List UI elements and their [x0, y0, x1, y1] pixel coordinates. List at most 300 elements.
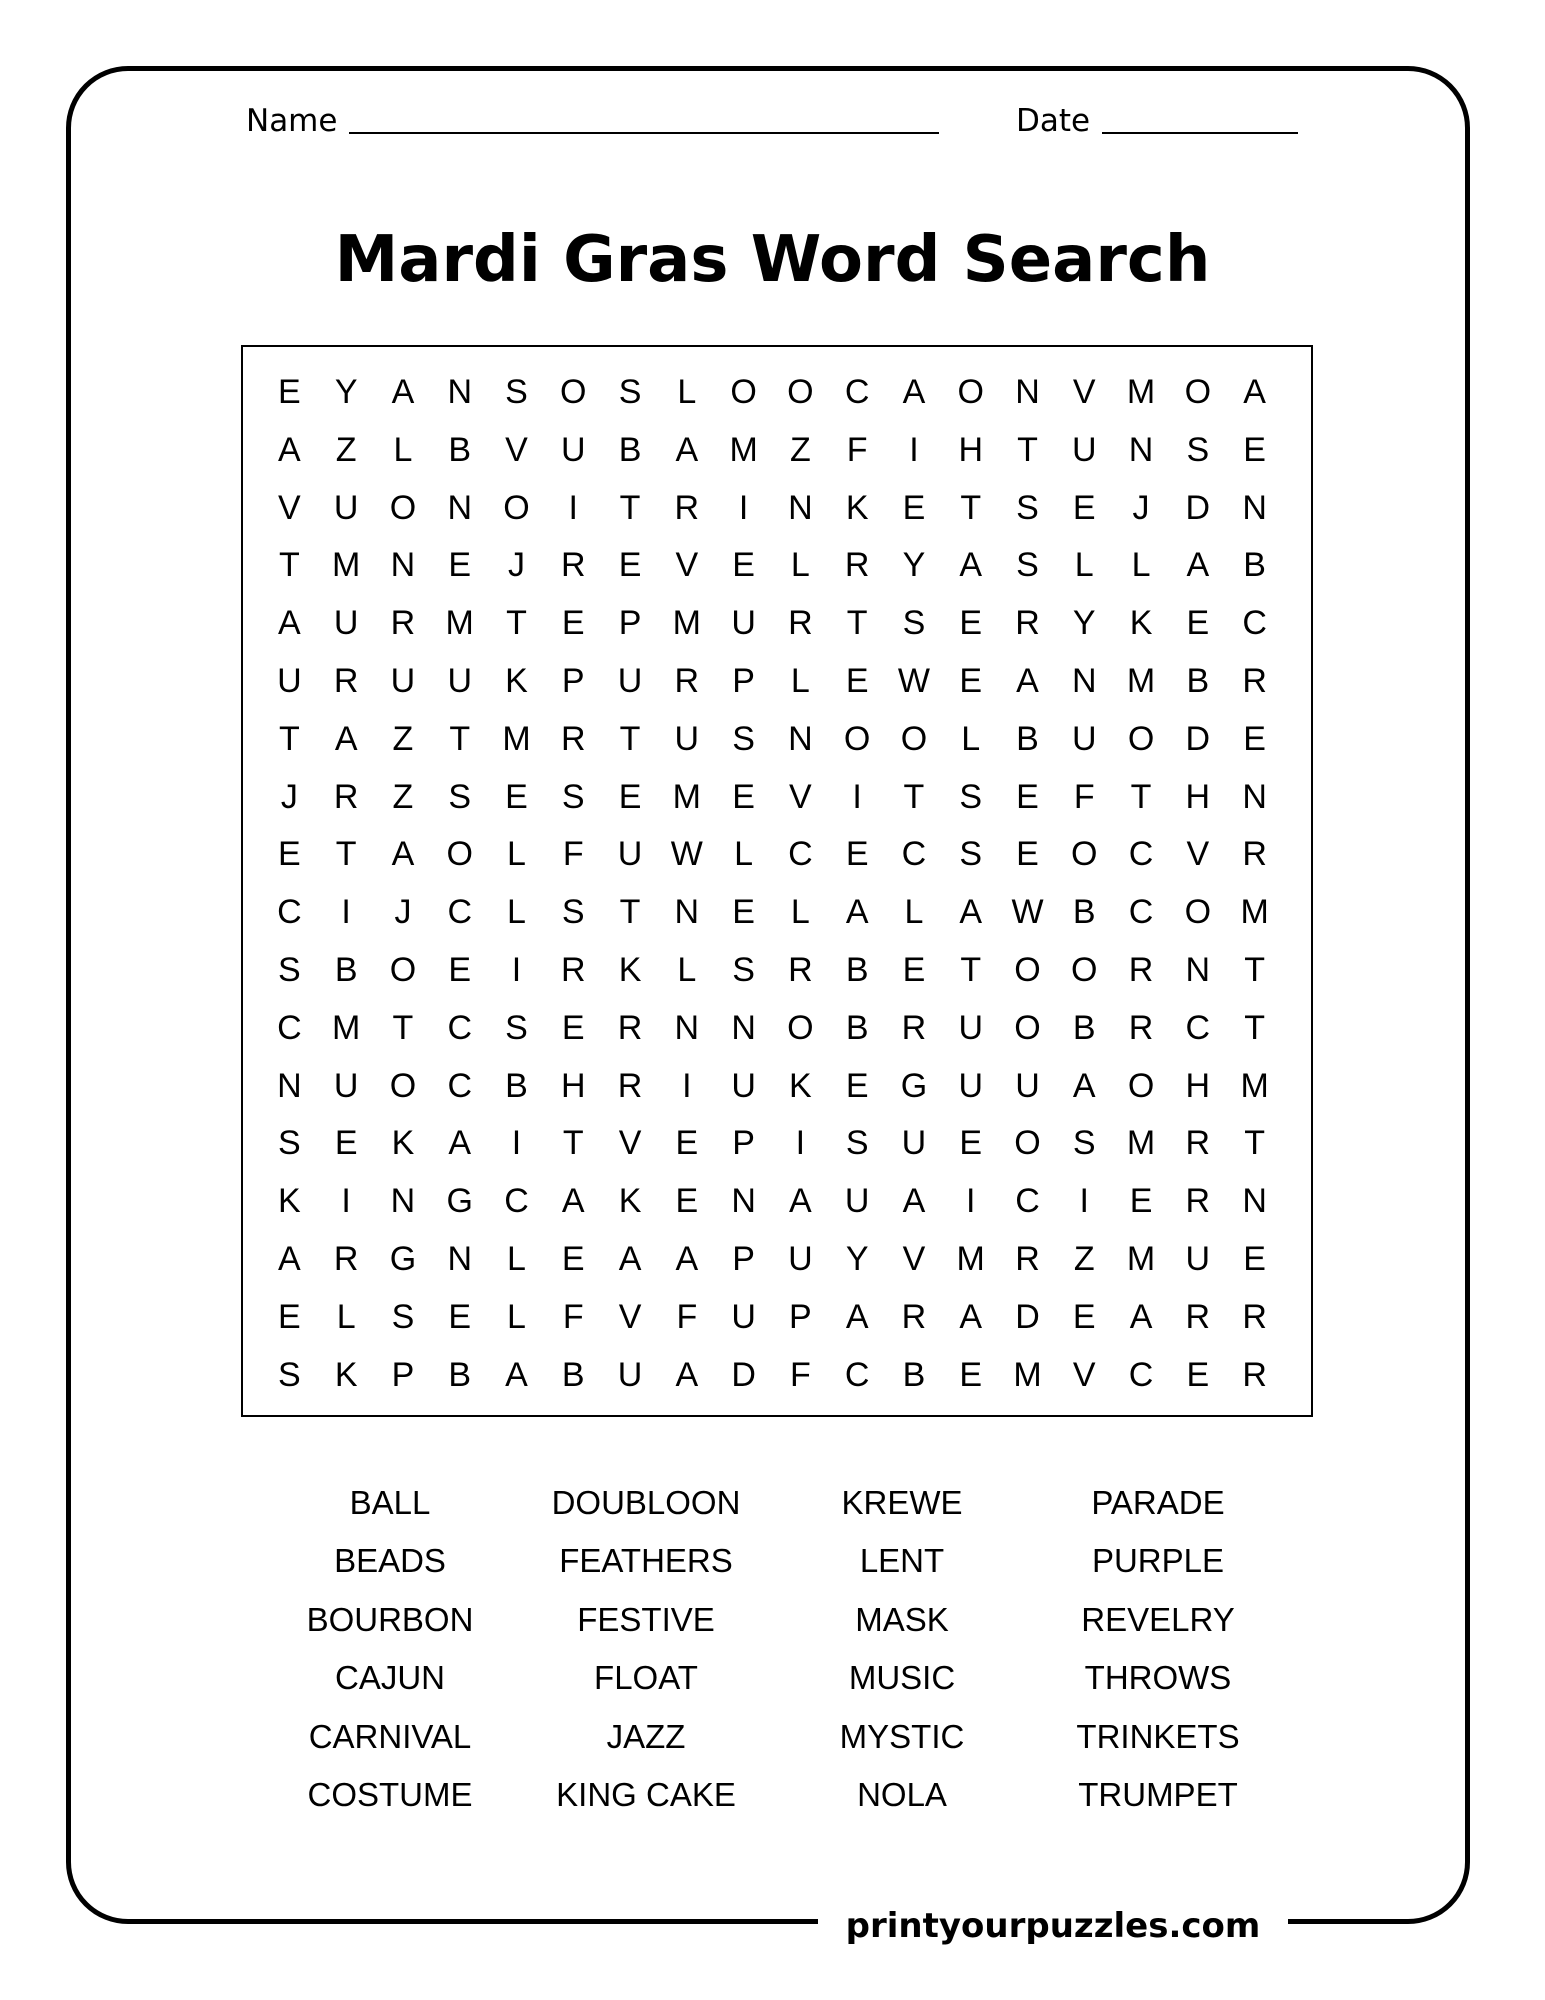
grid-letter[interactable]: R — [1185, 1182, 1211, 1221]
grid-letter[interactable]: K — [618, 950, 642, 989]
grid-letter[interactable]: O — [389, 488, 417, 527]
grid-letter[interactable]: U — [1015, 1066, 1040, 1105]
grid-letter[interactable]: U — [617, 835, 643, 874]
grid-letter[interactable]: K — [334, 1355, 358, 1394]
grid-letter[interactable]: P — [732, 1239, 755, 1278]
grid-letter[interactable]: L — [507, 893, 526, 932]
grid-letter[interactable]: S — [618, 373, 642, 411]
grid-letter[interactable]: E — [959, 604, 983, 643]
grid-letter[interactable]: J — [394, 893, 412, 932]
grid-letter[interactable]: K — [391, 1124, 415, 1163]
grid-letter[interactable]: S — [902, 604, 926, 643]
grid-letter[interactable]: N — [1242, 777, 1267, 816]
grid-letter[interactable]: L — [336, 1297, 356, 1336]
grid-letter[interactable]: J — [1132, 488, 1150, 527]
grid-letter[interactable]: N — [731, 1008, 756, 1047]
grid-letter[interactable]: A — [845, 1297, 869, 1336]
grid-letter[interactable]: Z — [392, 777, 414, 816]
grid-letter[interactable]: M — [1240, 893, 1269, 932]
grid-letter[interactable]: N — [1128, 430, 1154, 469]
grid-letter[interactable]: S — [845, 1124, 869, 1163]
grid-letter[interactable]: Z — [1073, 1239, 1095, 1278]
grid-letter[interactable]: I — [341, 1182, 351, 1221]
grid-letter[interactable]: W — [897, 661, 930, 700]
grid-letter[interactable]: R — [674, 488, 700, 527]
grid-letter[interactable]: C — [1128, 893, 1154, 932]
grid-letter[interactable]: C — [1242, 604, 1267, 643]
grid-letter[interactable]: U — [1071, 430, 1097, 469]
grid-letter[interactable]: N — [788, 488, 813, 527]
grid-letter[interactable]: A — [278, 604, 301, 643]
grid-letter[interactable]: H — [1185, 777, 1211, 816]
grid-letter[interactable]: L — [1074, 546, 1094, 585]
grid-letter[interactable]: F — [676, 1297, 698, 1336]
grid-letter[interactable]: U — [560, 430, 586, 469]
grid-letter[interactable]: U — [844, 1182, 870, 1221]
grid-letter[interactable]: R — [788, 950, 813, 989]
grid-letter[interactable]: A — [391, 373, 415, 411]
grid-letter[interactable]: E — [1016, 777, 1039, 816]
grid-letter[interactable]: T — [960, 950, 982, 989]
grid-letter[interactable]: C — [1015, 1182, 1040, 1221]
grid-letter[interactable]: V — [278, 488, 301, 527]
grid-letter[interactable]: Y — [1072, 604, 1096, 643]
grid-letter[interactable]: J — [280, 777, 298, 816]
grid-letter[interactable]: O — [1127, 1066, 1155, 1105]
grid-letter[interactable]: A — [675, 430, 699, 469]
grid-letter[interactable]: R — [1015, 1239, 1040, 1278]
grid-letter[interactable]: E — [1243, 430, 1266, 469]
grid-letter[interactable]: A — [278, 430, 301, 469]
grid-letter[interactable]: G — [389, 1239, 417, 1278]
grid-letter[interactable]: B — [1072, 1008, 1096, 1047]
grid-letter[interactable]: N — [1242, 488, 1267, 527]
grid-letter[interactable]: F — [789, 1355, 811, 1394]
grid-letter[interactable]: U — [731, 1066, 756, 1105]
grid-letter[interactable]: C — [447, 1066, 472, 1105]
grid-letter[interactable]: S — [505, 373, 528, 411]
grid-letter[interactable]: W — [670, 835, 703, 874]
grid-letter[interactable]: C — [788, 835, 813, 874]
grid-letter[interactable]: M — [729, 430, 758, 469]
grid-letter[interactable]: I — [511, 1124, 522, 1163]
grid-letter[interactable]: A — [1129, 1297, 1153, 1336]
grid-letter[interactable]: B — [845, 1008, 869, 1047]
grid-letter[interactable]: K — [845, 488, 869, 527]
grid-letter[interactable]: P — [391, 1355, 415, 1394]
grid-letter[interactable]: T — [619, 893, 641, 932]
grid-letter[interactable]: D — [1015, 1297, 1040, 1336]
grid-letter[interactable]: K — [505, 661, 528, 700]
grid-letter[interactable]: M — [1126, 373, 1156, 411]
grid-letter[interactable]: E — [1072, 1297, 1096, 1336]
grid-letter[interactable]: I — [511, 950, 522, 989]
grid-letter[interactable]: I — [568, 488, 578, 527]
grid-letter[interactable]: D — [1185, 488, 1211, 527]
grid-letter[interactable]: R — [560, 950, 586, 989]
grid-letter[interactable]: B — [448, 1355, 472, 1394]
grid-letter[interactable]: U — [447, 661, 472, 700]
grid-letter[interactable]: H — [560, 1066, 586, 1105]
grid-letter[interactable]: I — [965, 1182, 976, 1221]
grid-letter[interactable]: R — [617, 1008, 643, 1047]
grid-letter[interactable]: A — [789, 1182, 812, 1221]
grid-letter[interactable]: I — [852, 777, 862, 816]
grid-letter[interactable]: S — [561, 893, 585, 932]
grid-letter[interactable]: S — [561, 777, 585, 816]
grid-letter[interactable]: A — [334, 719, 358, 758]
grid-letter[interactable]: V — [618, 1124, 642, 1163]
grid-letter[interactable]: F — [562, 1297, 584, 1336]
grid-letter[interactable]: E — [675, 1124, 699, 1163]
grid-letter[interactable]: L — [677, 373, 697, 411]
grid-letter[interactable]: C — [277, 1008, 302, 1047]
grid-letter[interactable]: I — [1079, 1182, 1089, 1221]
grid-letter[interactable]: V — [902, 1239, 926, 1278]
grid-letter[interactable]: Z — [392, 719, 414, 758]
grid-letter[interactable]: T — [1017, 430, 1038, 469]
grid-letter[interactable]: E — [618, 546, 642, 585]
grid-letter[interactable]: S — [959, 835, 983, 874]
grid-letter[interactable]: I — [341, 893, 351, 932]
grid-letter[interactable]: R — [1242, 1297, 1267, 1336]
grid-letter[interactable]: S — [1072, 1124, 1096, 1163]
grid-letter[interactable]: E — [902, 488, 926, 527]
grid-letter[interactable]: N — [674, 893, 700, 932]
grid-letter[interactable]: R — [844, 546, 870, 585]
grid-letter[interactable]: M — [956, 1239, 985, 1278]
grid-letter[interactable]: A — [278, 1239, 301, 1278]
grid-letter[interactable]: V — [1186, 835, 1210, 874]
grid-letter[interactable]: M — [672, 777, 701, 816]
grid-letter[interactable]: O — [957, 373, 984, 411]
grid-letter[interactable]: V — [789, 777, 812, 816]
grid-letter[interactable]: H — [1185, 1066, 1211, 1105]
grid-letter[interactable]: T — [903, 777, 925, 816]
grid-letter[interactable]: C — [504, 1182, 529, 1221]
grid-letter[interactable]: C — [1128, 835, 1154, 874]
grid-letter[interactable]: C — [277, 893, 302, 932]
grid-letter[interactable]: E — [505, 777, 528, 816]
grid-letter[interactable]: N — [1015, 373, 1040, 411]
grid-letter[interactable]: E — [959, 661, 983, 700]
grid-letter[interactable]: O — [389, 1066, 417, 1105]
grid-letter[interactable]: S — [278, 1124, 301, 1163]
grid-letter[interactable]: U — [333, 604, 359, 643]
grid-letter[interactable]: J — [507, 546, 525, 585]
grid-letter[interactable]: I — [909, 430, 919, 469]
grid-letter[interactable]: B — [1243, 546, 1266, 585]
grid-letter[interactable]: N — [1242, 1182, 1267, 1221]
grid-letter[interactable]: E — [1016, 835, 1039, 874]
grid-letter[interactable]: L — [904, 893, 924, 932]
grid-letter[interactable]: U — [617, 1355, 643, 1394]
grid-letter[interactable]: O — [1014, 1124, 1041, 1163]
grid-letter[interactable]: R — [333, 777, 359, 816]
grid-letter[interactable]: N — [277, 1066, 302, 1105]
grid-letter[interactable]: K — [618, 1182, 642, 1221]
grid-letter[interactable]: M — [331, 546, 361, 585]
grid-letter[interactable]: M — [672, 604, 701, 643]
grid-letter[interactable]: A — [505, 1355, 528, 1394]
grid-letter[interactable]: H — [958, 430, 983, 469]
grid-letter[interactable]: R — [1185, 1297, 1211, 1336]
grid-letter[interactable]: C — [844, 373, 870, 411]
grid-letter[interactable]: U — [617, 661, 643, 700]
grid-letter[interactable]: N — [447, 373, 472, 411]
grid-letter[interactable]: E — [675, 1182, 699, 1221]
grid-letter[interactable]: F — [562, 835, 584, 874]
grid-letter[interactable]: V — [675, 546, 699, 585]
grid-letter[interactable]: T — [1244, 950, 1265, 989]
grid-letter[interactable]: R — [1242, 661, 1267, 700]
grid-letter[interactable]: P — [789, 1297, 812, 1336]
grid-letter[interactable]: V — [505, 430, 528, 469]
grid-letter[interactable]: A — [618, 1239, 642, 1278]
grid-letter[interactable]: K — [1129, 604, 1153, 643]
grid-letter[interactable]: L — [677, 950, 697, 989]
grid-letter[interactable]: V — [618, 1297, 642, 1336]
grid-letter[interactable]: B — [561, 1355, 585, 1394]
grid-letter[interactable]: R — [788, 604, 813, 643]
grid-letter[interactable]: F — [1073, 777, 1095, 816]
grid-letter[interactable]: O — [1014, 950, 1041, 989]
grid-letter[interactable]: M — [502, 719, 531, 758]
grid-letter[interactable]: E — [334, 1124, 358, 1163]
grid-letter[interactable]: C — [1185, 1008, 1211, 1047]
grid-letter[interactable]: U — [333, 1066, 359, 1105]
grid-letter[interactable]: T — [562, 1124, 584, 1163]
grid-letter[interactable]: N — [390, 546, 416, 585]
grid-letter[interactable]: R — [333, 1239, 359, 1278]
grid-letter[interactable]: E — [1243, 1239, 1266, 1278]
grid-letter[interactable]: D — [731, 1355, 756, 1394]
grid-letter[interactable]: B — [1072, 893, 1096, 932]
grid-letter[interactable]: E — [732, 777, 755, 816]
grid-letter[interactable]: A — [959, 893, 983, 932]
grid-letter[interactable]: N — [1185, 950, 1211, 989]
grid-letter[interactable]: O — [1127, 719, 1155, 758]
grid-letter[interactable]: T — [449, 719, 471, 758]
grid-letter[interactable]: N — [447, 488, 472, 527]
grid-letter[interactable]: B — [618, 430, 642, 469]
grid-letter[interactable]: E — [561, 1239, 585, 1278]
grid-letter[interactable]: A — [1016, 661, 1039, 700]
grid-letter[interactable]: V — [1072, 373, 1096, 411]
grid-letter[interactable]: E — [561, 1008, 585, 1047]
grid-letter[interactable]: Y — [845, 1239, 869, 1278]
grid-letter[interactable]: E — [1072, 488, 1096, 527]
grid-letter[interactable]: U — [788, 1239, 813, 1278]
grid-letter[interactable]: T — [278, 719, 300, 758]
grid-letter[interactable]: C — [447, 1008, 472, 1047]
grid-letter[interactable]: B — [845, 950, 869, 989]
grid-letter[interactable]: E — [448, 1297, 472, 1336]
grid-letter[interactable]: T — [619, 719, 641, 758]
grid-letter[interactable]: T — [1130, 777, 1152, 816]
grid-letter[interactable]: T — [619, 488, 641, 527]
grid-letter[interactable]: E — [448, 950, 472, 989]
grid-letter[interactable]: M — [1013, 1355, 1042, 1394]
grid-letter[interactable]: M — [445, 604, 474, 643]
grid-letter[interactable]: V — [1072, 1355, 1096, 1394]
grid-letter[interactable]: O — [787, 1008, 814, 1047]
grid-letter[interactable]: U — [1071, 719, 1097, 758]
grid-letter[interactable]: T — [1244, 1124, 1265, 1163]
grid-letter[interactable]: F — [846, 430, 868, 469]
grid-letter[interactable]: E — [278, 1297, 301, 1336]
grid-letter[interactable]: O — [389, 950, 417, 989]
grid-letter[interactable]: O — [560, 373, 587, 411]
grid-letter[interactable]: R — [1242, 1355, 1267, 1394]
grid-letter[interactable]: S — [391, 1297, 415, 1336]
grid-letter[interactable]: T — [960, 488, 982, 527]
grid-letter[interactable]: R — [1242, 835, 1267, 874]
grid-letter[interactable]: L — [507, 1239, 526, 1278]
grid-letter[interactable]: L — [393, 430, 413, 469]
grid-letter[interactable]: S — [505, 1008, 528, 1047]
grid-letter[interactable]: W — [1011, 893, 1044, 932]
grid-letter[interactable]: M — [1126, 661, 1156, 700]
grid-letter[interactable]: R — [560, 546, 586, 585]
grid-letter[interactable]: R — [333, 661, 359, 700]
grid-letter[interactable]: O — [1014, 1008, 1041, 1047]
grid-letter[interactable]: B — [1016, 719, 1039, 758]
grid-letter[interactable]: C — [901, 835, 927, 874]
grid-letter[interactable]: O — [1071, 950, 1098, 989]
grid-letter[interactable]: S — [732, 950, 755, 989]
grid-letter[interactable]: R — [1015, 604, 1040, 643]
grid-letter[interactable]: E — [959, 1124, 983, 1163]
grid-letter[interactable]: M — [1126, 1124, 1156, 1163]
grid-letter[interactable]: O — [446, 835, 473, 874]
grid-letter[interactable]: A — [1186, 546, 1210, 585]
grid-letter[interactable]: B — [505, 1066, 528, 1105]
grid-letter[interactable]: E — [1186, 604, 1210, 643]
grid-letter[interactable]: C — [1128, 1355, 1154, 1394]
grid-letter[interactable]: E — [1243, 719, 1266, 758]
grid-letter[interactable]: I — [795, 1124, 806, 1163]
grid-letter[interactable]: L — [734, 835, 754, 874]
grid-letter[interactable]: L — [1131, 546, 1151, 585]
grid-letter[interactable]: R — [617, 1066, 643, 1105]
grid-letter[interactable]: U — [958, 1008, 983, 1047]
grid-letter[interactable]: A — [675, 1355, 699, 1394]
grid-letter[interactable]: A — [448, 1124, 472, 1163]
grid-letter[interactable]: O — [1184, 373, 1212, 411]
grid-letter[interactable]: S — [448, 777, 472, 816]
grid-letter[interactable]: N — [674, 1008, 700, 1047]
grid-letter[interactable]: O — [1184, 893, 1212, 932]
grid-letter[interactable]: U — [731, 1297, 756, 1336]
grid-letter[interactable]: S — [1186, 430, 1210, 469]
grid-letter[interactable]: U — [958, 1066, 983, 1105]
grid-letter[interactable]: E — [732, 893, 755, 932]
grid-letter[interactable]: N — [1071, 661, 1097, 700]
grid-letter[interactable]: N — [731, 1182, 756, 1221]
grid-letter[interactable]: A — [561, 1182, 585, 1221]
grid-letter[interactable]: E — [1186, 1355, 1210, 1394]
grid-letter[interactable]: T — [506, 604, 527, 643]
grid-letter[interactable]: E — [732, 546, 755, 585]
grid-letter[interactable]: O — [787, 373, 814, 411]
grid-letter[interactable]: B — [334, 950, 358, 989]
grid-letter[interactable]: A — [959, 1297, 983, 1336]
grid-letter[interactable]: Y — [334, 373, 358, 411]
grid-letter[interactable]: S — [1016, 488, 1039, 527]
grid-letter[interactable]: U — [277, 661, 302, 700]
grid-letter[interactable]: S — [732, 719, 755, 758]
grid-letter[interactable]: C — [844, 1355, 870, 1394]
grid-letter[interactable]: U — [731, 604, 756, 643]
grid-letter[interactable]: L — [790, 893, 810, 932]
grid-letter[interactable]: B — [902, 1355, 926, 1394]
grid-letter[interactable]: A — [959, 546, 983, 585]
grid-letter[interactable]: U — [901, 1124, 927, 1163]
grid-letter[interactable]: L — [961, 719, 981, 758]
grid-letter[interactable]: S — [278, 1355, 301, 1394]
grid-letter[interactable]: N — [447, 1239, 472, 1278]
grid-letter[interactable]: U — [333, 488, 359, 527]
grid-letter[interactable]: M — [331, 1008, 361, 1047]
grid-letter[interactable]: R — [560, 719, 586, 758]
grid-letter[interactable]: R — [674, 661, 700, 700]
grid-letter[interactable]: R — [901, 1008, 927, 1047]
grid-letter[interactable]: U — [1185, 1239, 1211, 1278]
grid-letter[interactable]: R — [901, 1297, 927, 1336]
grid-letter[interactable]: R — [1128, 950, 1154, 989]
grid-letter[interactable]: O — [843, 719, 871, 758]
grid-letter[interactable]: A — [391, 835, 415, 874]
grid-letter[interactable]: A — [902, 373, 926, 411]
grid-letter[interactable]: E — [959, 1355, 983, 1394]
grid-letter[interactable]: R — [1128, 1008, 1154, 1047]
grid-letter[interactable]: S — [278, 950, 301, 989]
grid-letter[interactable]: N — [788, 719, 813, 758]
grid-letter[interactable]: L — [790, 546, 810, 585]
grid-letter[interactable]: L — [507, 835, 526, 874]
grid-letter[interactable]: O — [1071, 835, 1098, 874]
grid-letter[interactable]: S — [959, 777, 983, 816]
grid-letter[interactable]: O — [730, 373, 757, 411]
grid-letter[interactable]: T — [392, 1008, 414, 1047]
grid-letter[interactable]: C — [447, 893, 472, 932]
grid-letter[interactable]: I — [682, 1066, 692, 1105]
grid-letter[interactable]: E — [618, 777, 642, 816]
grid-letter[interactable]: A — [902, 1182, 926, 1221]
grid-letter[interactable]: M — [1240, 1066, 1269, 1105]
grid-letter[interactable]: R — [390, 604, 416, 643]
grid-letter[interactable]: L — [790, 661, 810, 700]
grid-letter[interactable]: P — [732, 1124, 755, 1163]
grid-letter[interactable]: A — [845, 893, 869, 932]
grid-letter[interactable]: P — [732, 661, 755, 700]
grid-letter[interactable]: Y — [902, 546, 926, 585]
grid-letter[interactable]: O — [503, 488, 530, 527]
grid-letter[interactable]: L — [507, 1297, 526, 1336]
grid-letter[interactable]: E — [902, 950, 926, 989]
grid-letter[interactable]: D — [1185, 719, 1211, 758]
grid-letter[interactable]: T — [1244, 1008, 1265, 1047]
grid-letter[interactable]: K — [278, 1182, 301, 1221]
grid-letter[interactable]: E — [278, 835, 301, 874]
grid-letter[interactable]: T — [846, 604, 868, 643]
grid-letter[interactable]: A — [1243, 373, 1266, 411]
grid-letter[interactable]: U — [390, 661, 416, 700]
grid-letter[interactable]: G — [900, 1066, 928, 1105]
grid-letter[interactable]: U — [674, 719, 700, 758]
date-line[interactable] — [1102, 132, 1298, 134]
